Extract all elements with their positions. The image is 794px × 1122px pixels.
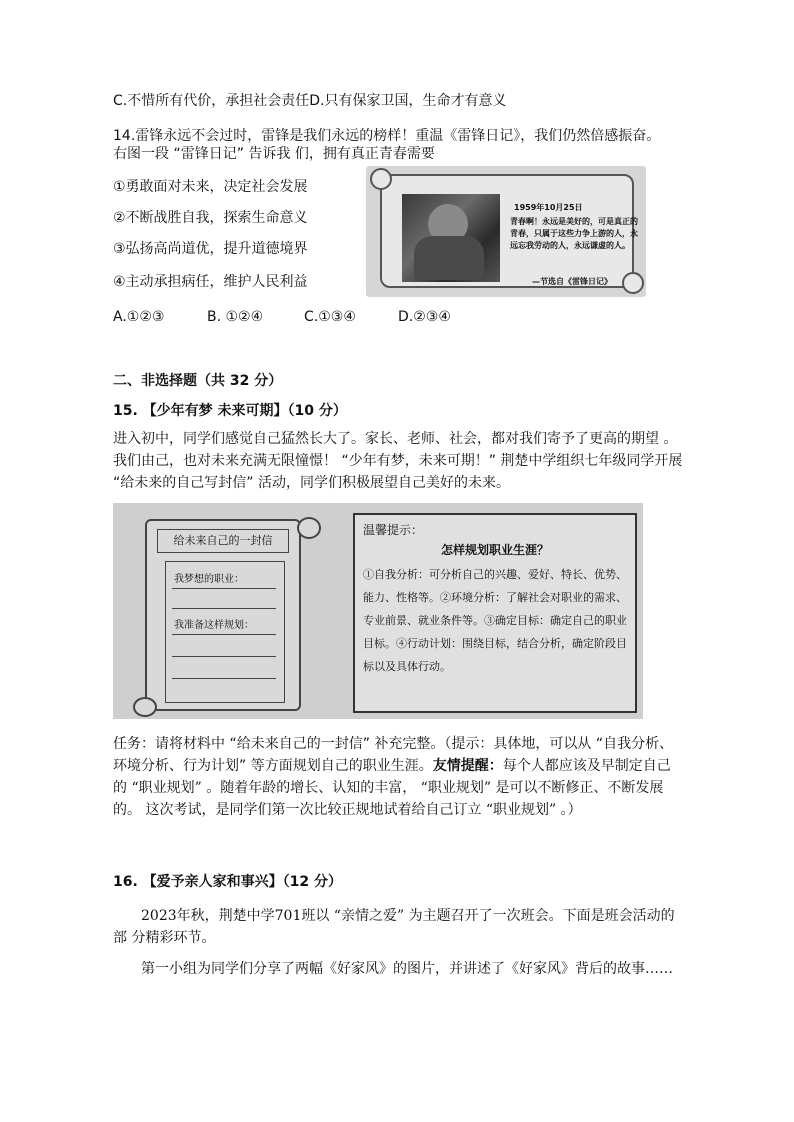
q15-task-part2: 每个人都应该及早制定自己 的 “职业规划” 。随着年龄的增长、认知的丰富， “职业规划” 是可以不断修正、不断发展的。 这次考试，是同学们第一次比较正规地试着给自己订立 “职业规划” 。）: [113, 758, 671, 818]
q16-title: 16. 【爱予亲人家和事兴】（12 分）: [113, 874, 343, 890]
tips-box: [353, 513, 637, 713]
q13-option-line: [113, 92, 506, 110]
q14-option-c: C.①③④: [304, 309, 356, 325]
q13-option-c: C.不惜所有代价，承担社会责任: [113, 93, 310, 109]
q14-item-2: ②不断战胜自我，探索生命意义: [113, 210, 308, 226]
tips-heading: 怎样规划职业生涯？: [440, 543, 549, 557]
section-2-title: 二、非选择题（共 32 分）: [113, 373, 283, 389]
letter-line2-label: 我准备这样规划：: [174, 620, 254, 631]
scroll-curl-icon: [622, 272, 644, 294]
scroll-curl-icon: [297, 517, 321, 539]
letter-line1-label: 我梦想的职业：: [174, 574, 244, 585]
q14-stem-line2: 右图一段 “雷锋日记” 告诉我 们，拥有真正青春需要: [113, 146, 435, 162]
scroll-curl-icon: [133, 697, 157, 717]
q15-material-image: [113, 503, 643, 719]
tips-header: 温馨提示：: [363, 523, 424, 537]
q14-option-d: D.②③④: [398, 309, 451, 325]
letter-rule: [172, 656, 276, 657]
leifeng-photo: [402, 194, 500, 282]
letter-scroll: [145, 519, 301, 711]
diary-scroll-frame: [380, 174, 638, 288]
q14-option-a: A.①②③: [113, 309, 165, 325]
q14-item-1: ①勇敢面对未来，决定社会发展: [113, 179, 308, 195]
tips-body: ①自我分析：可分析自己的兴趣、爱好、特长、优势、能力、性格等。②环境分析：了解社会对职业的需求、专业前景、就业条件等。③确定目标：确定自己的职业目标。④行动计划：围绕目标，结合分析，确定阶段目标以及具体行动。: [363, 568, 627, 673]
q15-title: 15. 【少年有梦 未来可期】（10 分）: [113, 403, 347, 419]
letter-rule: [172, 588, 276, 589]
q14-item-4: ④主动承担病任，维护人民利益: [113, 274, 308, 290]
diary-text: 青春啊！永远是美好的，可是真正的青春，只属于这些力争上游的人，永远忘我劳动的人，永远谦虚的人。: [510, 217, 638, 250]
diary-source: —节选自《雷锋日记》: [532, 277, 612, 286]
diary-date: 1959年10月25日: [514, 203, 583, 212]
q15-body: 进入初中，同学们感觉自己猛然长大了。家长、老师、社会，都对我们寄予了更高的期望 。我们由己，也对未来充满无限憧憬！ “少年有梦，未来可期！” 荆楚中学组织七年级同学开展 “给未来的自己写封信” 活动，同学们积极展望自己美好的未来。: [113, 431, 683, 491]
q15-task-part1: 任务：请将材料中 “给未来自己的一封信” 补充完整。（提示：具体地，可以从 “自我分析、环境分析、行为计划” 等方面规划自己的职业生涯。: [113, 736, 674, 774]
q14-option-b: B. ①②④: [207, 309, 264, 325]
q14-item-3: ③弘扬高尚道优，提升道德境界: [113, 241, 308, 257]
letter-rule: [172, 608, 276, 609]
letter-form: [165, 561, 285, 703]
letter-rule: [172, 634, 276, 635]
q15-task: [113, 733, 685, 821]
scroll-curl-icon: [370, 168, 392, 190]
letter-title: 给未来自己的一封信: [157, 529, 289, 553]
q16-paragraph-1: 2023年秋，荆楚中学701班以 “亲情之爱” 为主题召开了一次班会。下面是班会活动的部 分精彩环节。: [113, 908, 675, 946]
q14-stem-line1: 14.雷锋永远不会过时，雷锋是我们永远的榜样！重温《雷锋日记》，我们仍然倍感振奋。: [113, 128, 661, 144]
q15-task-reminder-label: 友情提醒：: [432, 758, 503, 774]
portrait-body-shape: [414, 236, 484, 280]
q16-paragraph-2: 第一小组为同学们分享了两幅《好家风》的图片，并讲述了《好家风》背后的故事……: [141, 961, 673, 977]
leifeng-diary-image: [366, 166, 646, 297]
letter-rule: [172, 678, 276, 679]
q13-option-d: D.只有保家卫国，生命才有意义: [309, 93, 507, 109]
